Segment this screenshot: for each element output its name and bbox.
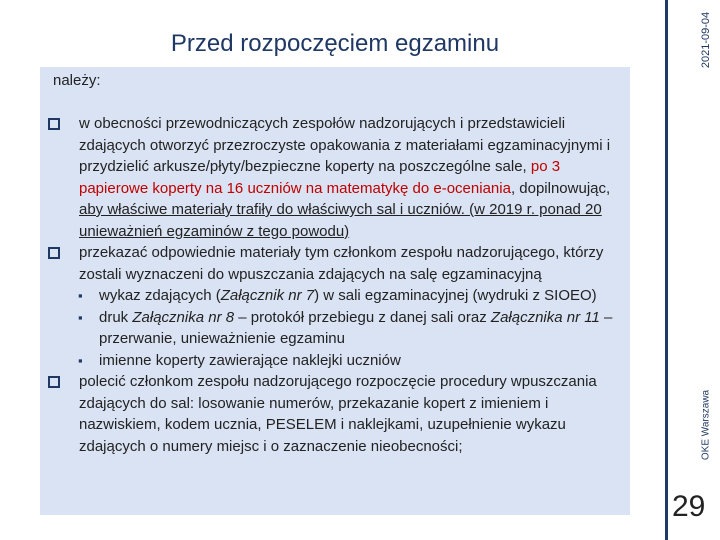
square-bullet-icon: ▪ <box>78 309 83 325</box>
page-number: 29 <box>672 490 706 523</box>
square-bullet-icon: ▪ <box>78 288 83 303</box>
sub-list-item: ▪ imienne koperty zawierające naklejki uczniów <box>48 350 633 372</box>
slide-date: 2021-09-04 <box>700 11 712 69</box>
slide-body <box>48 113 633 457</box>
underlined-text: aby właściwe materiały trafiły do właściwych sal i uczniów. (w 2019 r. ponad 20 unieważnień egzaminów z tego powodu) <box>79 201 602 240</box>
slide-title: Przed rozpoczęciem egzaminu <box>170 30 500 57</box>
checkbox-bullet-icon <box>48 376 60 388</box>
list-item: polecić członkom zespołu nadzorującego rozpoczęcie procedury wpuszczania zdających do sal: losowanie numerów, przekazanie kopert z imieniem i nazwiskiem, kodem ucznia, PESELEM i naklejkami, uzupełnienie wykazu zdających o numery miejsc i o zaznaczenie nieobecności; <box>48 371 633 457</box>
square-bullet-icon: ▪ <box>78 352 83 368</box>
organization-label: OKE Warszawa <box>700 389 712 461</box>
sub-list-item: ▪ wykaz zdających (Załącznik nr 7) w sali egzaminacyjnej (wydruki z SIOEO) <box>48 285 633 307</box>
highlight-text: po 3 papierowe koperty na 16 uczniów na matematykę do e-oceniania <box>79 158 561 197</box>
sub-list-item: ▪ druk Załącznika nr 8 – protokół przebiegu z danej sali oraz Załącznika nr 11 – przerwanie, unieważnienie egzaminu <box>78 308 613 347</box>
checkbox-bullet-icon <box>48 118 60 130</box>
sidebar-line <box>665 0 668 540</box>
list-item: w obecności przewodniczących zespołów nadzorujących i przedstawicieli zdających otworzyć przezroczyste opakowania z materiałami egzaminacyjnymi i przydzielić arkusze/płyty/bezpieczne koperty na poszczególne sale, po 3 papierowe koperty na 16 uczniów na matematykę do e-oceniania, dopilnowując, aby właściwe materiały trafiły do właściwych sal i uczniów. (w 2019 r. ponad 20 unieważnień egzaminów z tego powodu) <box>48 113 633 242</box>
checkbox-bullet-icon <box>48 247 60 259</box>
intro-text: należy: <box>53 72 101 89</box>
list-item: przekazać odpowiednie materiały tym członkom zespołu nadzorującego, którzy zostali wyznaczeni do wpuszczania zdających na salę egzaminacyjną <box>48 242 633 285</box>
